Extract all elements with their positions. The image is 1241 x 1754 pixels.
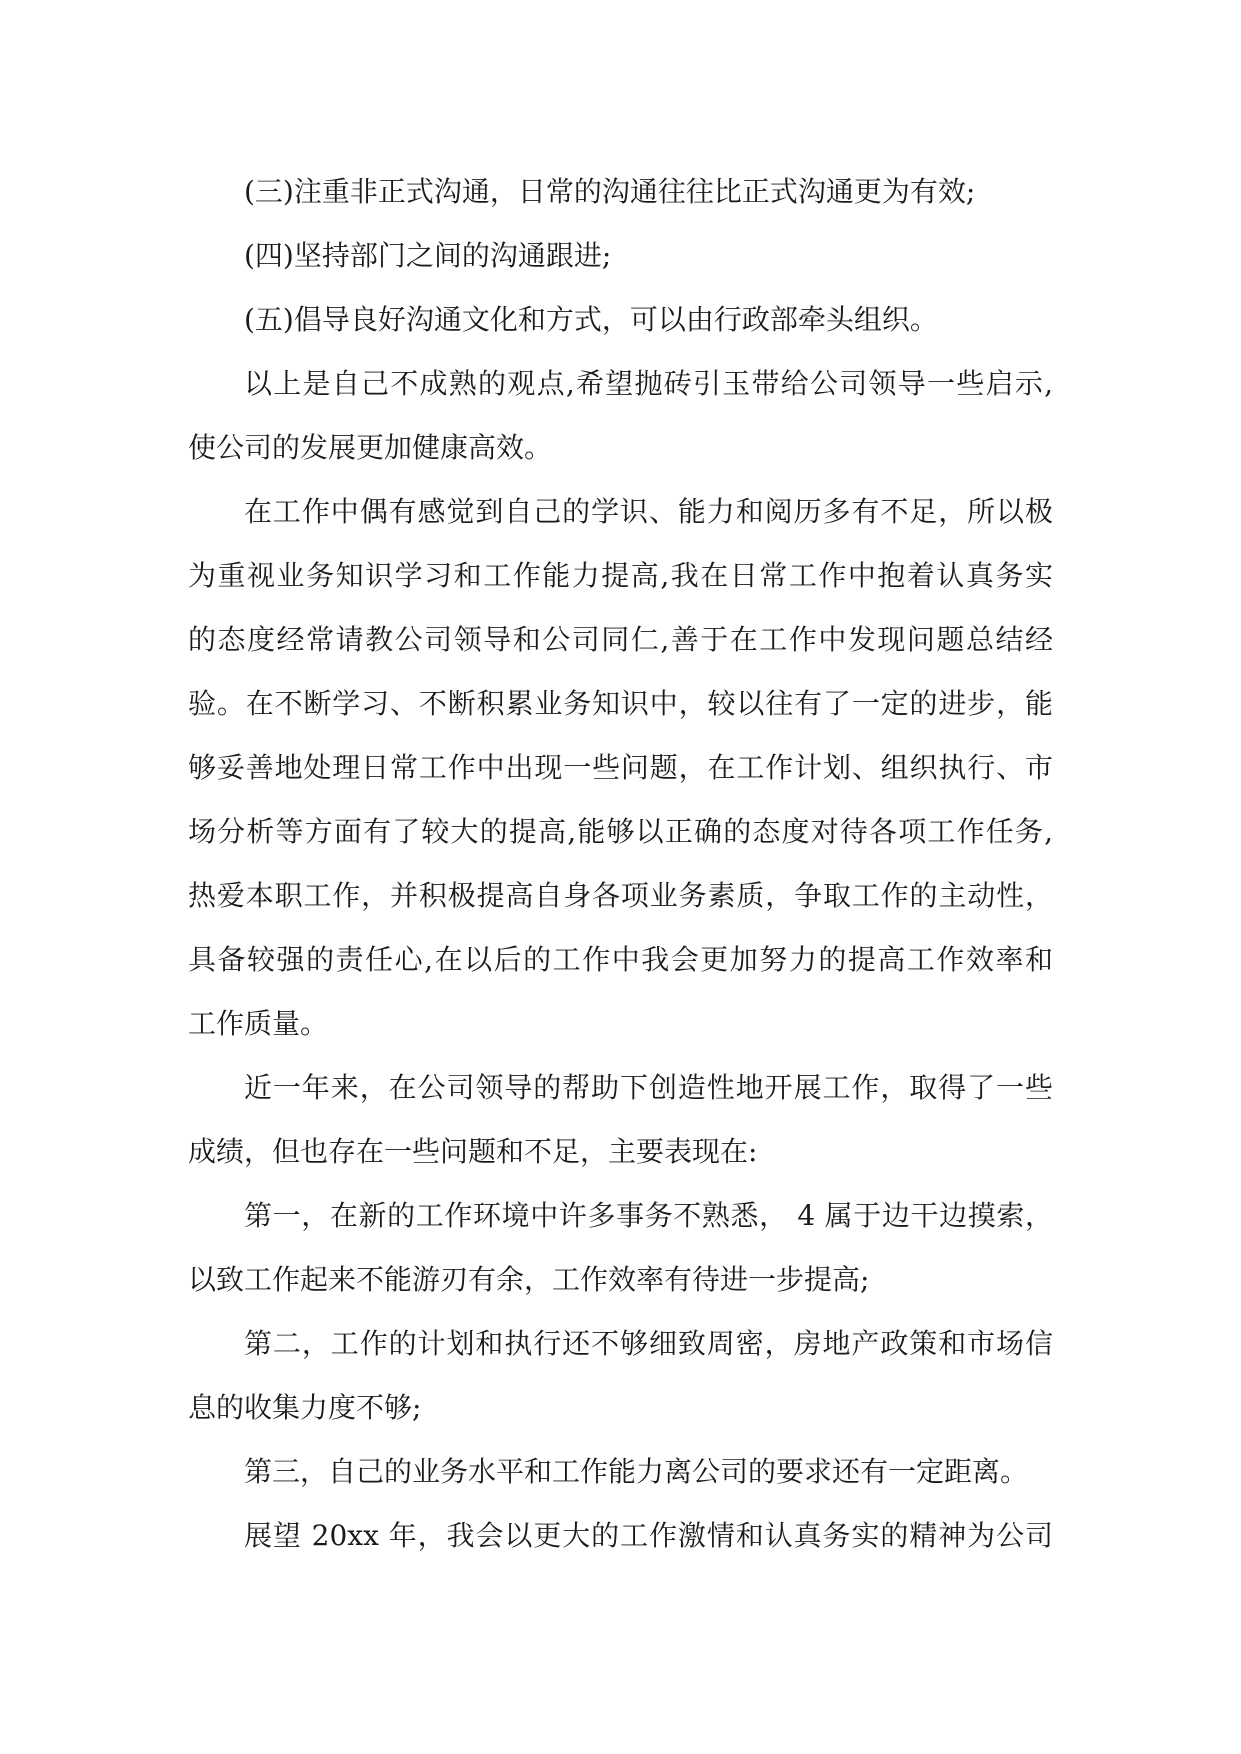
text-line: 够妥善地处理日常工作中出现一些问题，在工作计划、组织执行、市 bbox=[188, 751, 1053, 784]
text-line: 展望 20xx 年，我会以更大的工作激情和认真务实的精神为公司 bbox=[244, 1519, 1053, 1552]
text-line: 息的收集力度不够; bbox=[188, 1391, 422, 1424]
text-line: 工作质量。 bbox=[188, 1007, 329, 1040]
text-line: 验。在不断学习、不断积累业务知识中，较以往有了一定的进步，能 bbox=[188, 687, 1053, 720]
document-body bbox=[188, 160, 1053, 1568]
text-line: (三)注重非正式沟通，日常的沟通往往比正式沟通更为有效; bbox=[244, 175, 976, 208]
text-line: 第一，在新的工作环境中许多事务不熟悉， 4 属于边干边摸索， bbox=[244, 1199, 1053, 1232]
text-line: 的态度经常请教公司领导和公司同仁,善于在工作中发现问题总结经 bbox=[188, 623, 1053, 656]
text-line: (五)倡导良好沟通文化和方式，可以由行政部牵头组织。 bbox=[244, 303, 938, 336]
text-line: 近一年来，在公司领导的帮助下创造性地开展工作，取得了一些 bbox=[244, 1071, 1053, 1104]
text-line: 成绩，但也存在一些问题和不足，主要表现在: bbox=[188, 1135, 758, 1168]
text-line: (四)坚持部门之间的沟通跟进; bbox=[244, 239, 612, 272]
text-line: 热爱本职工作，并积极提高自身各项业务素质，争取工作的主动性， bbox=[188, 879, 1053, 912]
text-line: 使公司的发展更加健康高效。 bbox=[188, 431, 553, 464]
text-line: 第二，工作的计划和执行还不够细致周密，房地产政策和市场信 bbox=[244, 1327, 1053, 1360]
text-line: 在工作中偶有感觉到自己的学识、能力和阅历多有不足，所以极 bbox=[244, 495, 1053, 528]
text-line: 具备较强的责任心,在以后的工作中我会更加努力的提高工作效率和 bbox=[188, 943, 1053, 976]
text-line: 场分析等方面有了较大的提高,能够以正确的态度对待各项工作任务, bbox=[188, 815, 1053, 848]
text-line: 为重视业务知识学习和工作能力提高,我在日常工作中抱着认真务实 bbox=[188, 559, 1053, 592]
text-line: 以上是自己不成熟的观点,希望抛砖引玉带给公司领导一些启示, bbox=[244, 367, 1053, 400]
text-line: 以致工作起来不能游刃有余，工作效率有待进一步提高; bbox=[188, 1263, 870, 1296]
text-line: 第三，自己的业务水平和工作能力离公司的要求还有一定距离。 bbox=[244, 1455, 1029, 1488]
